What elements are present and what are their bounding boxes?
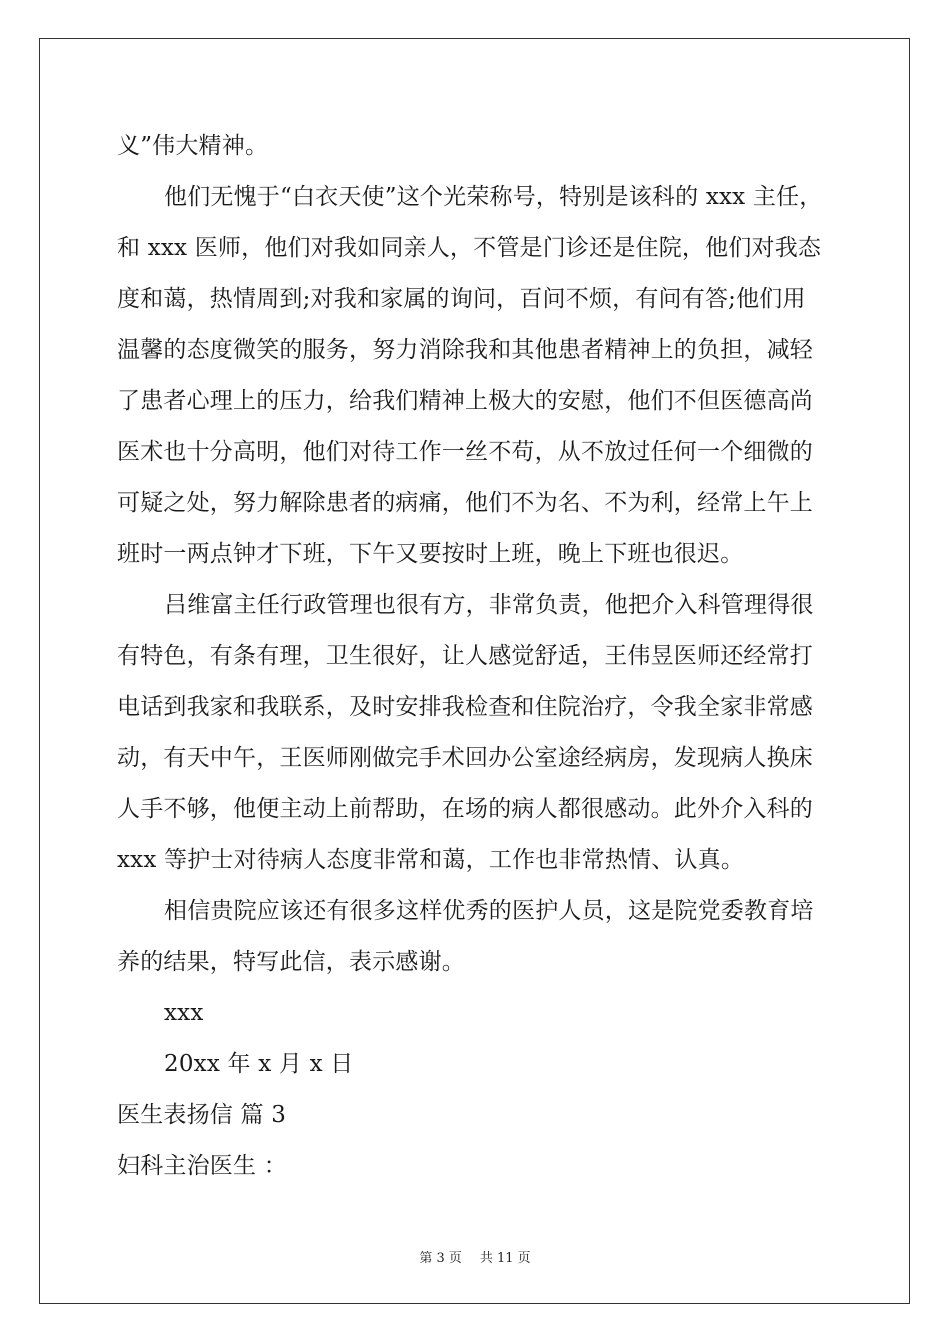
text-line: 度和蔼，热情周到;对我和家属的询问，百问不烦，有问有答;他们用: [117, 286, 806, 312]
text-line: 医术也十分高明，他们对待工作一丝不苟，从不放过任何一个细微的: [117, 439, 813, 465]
text-line: 动，有天中午，王医师刚做完手术回办公室途经病房，发现病人换床: [117, 745, 813, 771]
text-line: 了患者心理上的压力，给我们精神上极大的安慰，他们不但医德高尚: [117, 388, 813, 414]
text-line: 可疑之处，努力解除患者的病痛，他们不为名、不为利，经常上午上: [117, 490, 813, 516]
page-footer: [0, 1247, 950, 1266]
text-line: 班时一两点钟才下班，下午又要按时上班，晚上下班也很迟。: [117, 541, 744, 567]
text-line: 养的结果，特写此信，表示感谢。: [117, 949, 465, 975]
text-line: 和 xxx 医师，他们对我如同亲人，不管是门诊还是住院，他们对我态: [117, 235, 822, 261]
signature: xxx: [164, 1000, 204, 1026]
text-line: 人手不够，他便主动上前帮助，在场的病人都很感动。此外介入科的: [117, 796, 813, 822]
text-line: xxx 等护士对待病人态度非常和蔼，工作也非常热情、认真。: [117, 847, 745, 873]
text-line: 义”伟大精神。: [117, 133, 269, 159]
text-line: 吕维富主任行政管理也很有方，非常负责，他把介入科管理得很: [164, 592, 814, 618]
text-line: 温馨的态度微笑的服务，努力消除我和其他患者精神上的负担，减轻: [117, 337, 813, 363]
letter-body: [117, 121, 833, 1192]
page-number: 第 3 页: [419, 1251, 462, 1266]
text-line: 他们无愧于“白衣天使”这个光荣称号，特别是该科的 xxx 主任，: [164, 184, 823, 210]
salutation: 妇科主治医生 ：: [117, 1153, 287, 1179]
text-line: 相信贵院应该还有很多这样优秀的医护人员，这是院党委教育培: [164, 898, 814, 924]
text-line: 有特色，有条有理，卫生很好，让人感觉舒适，王伟昱医师还经常打: [117, 643, 813, 669]
page-total: 共 11 页: [479, 1251, 531, 1266]
section-heading: 医生表扬信 篇 3: [117, 1102, 287, 1128]
date-line: 20xx 年 x 月 x 日: [164, 1051, 354, 1077]
text-line: 电话到我家和我联系，及时安排我检查和住院治疗，令我全家非常感: [117, 694, 813, 720]
